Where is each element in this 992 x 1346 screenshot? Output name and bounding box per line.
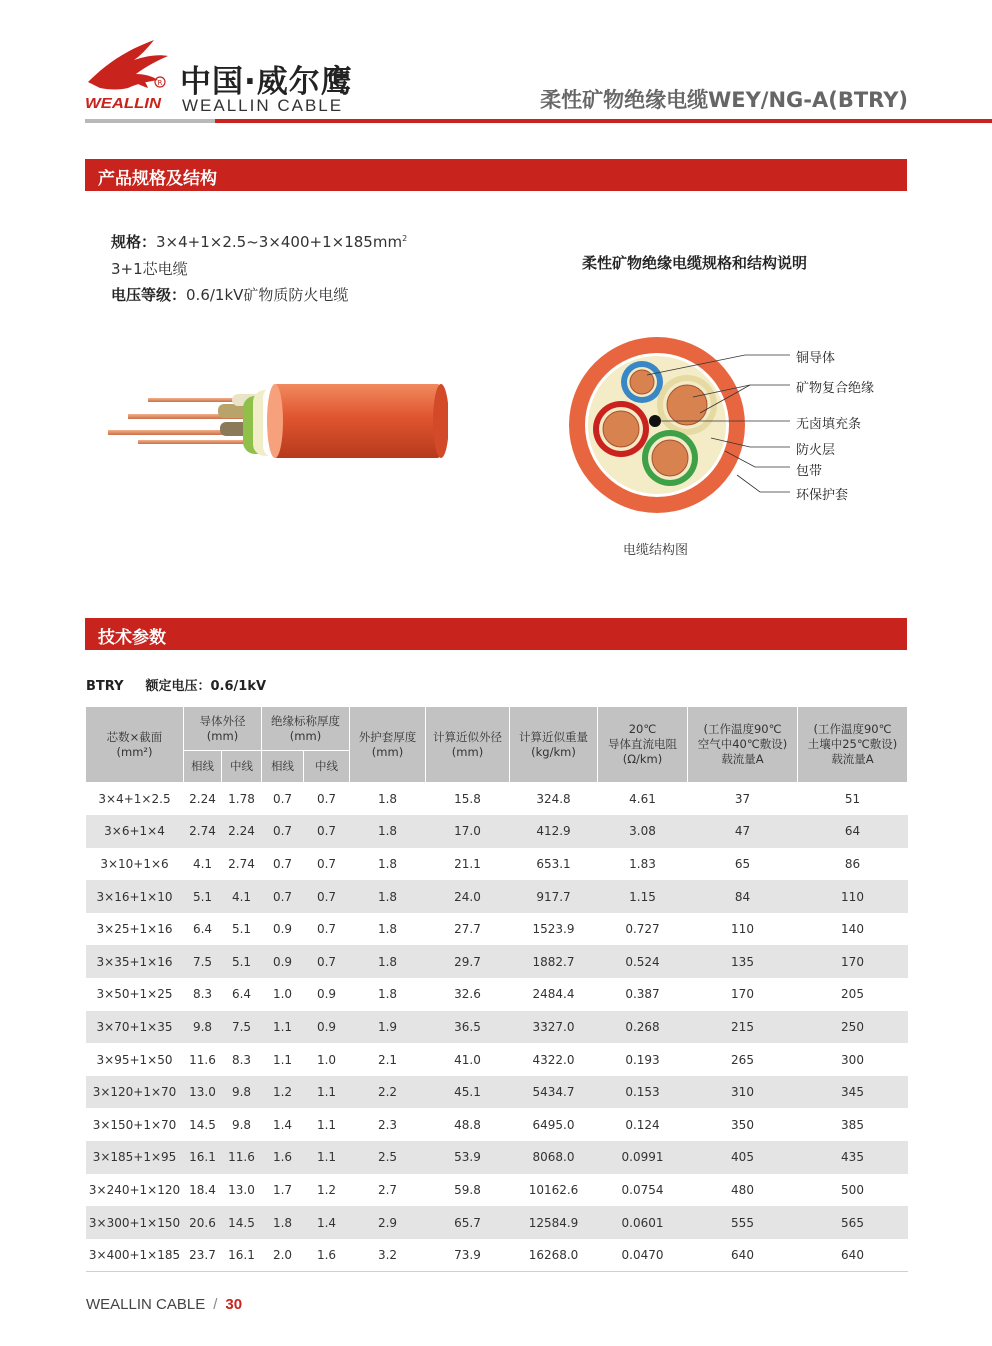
rated-voltage: 额定电压：0.6/1kV bbox=[145, 679, 267, 694]
footer-separator: / bbox=[213, 1296, 218, 1313]
table-cell: 5434.7 bbox=[510, 1076, 598, 1109]
spec-value: 3×4+1×2.5~3×400+1×185mm bbox=[156, 233, 403, 251]
section-heading-text: 产品规格及结构 bbox=[98, 169, 217, 189]
table-cell: 37 bbox=[734, 792, 751, 807]
header-conductor-diameter: 导体外径 (mm) bbox=[184, 707, 262, 751]
table-cell: 250 bbox=[798, 1011, 908, 1044]
table-cell: 17.0 bbox=[426, 815, 510, 848]
table-cell: 1.8 bbox=[262, 1206, 304, 1239]
table-cell: 0.7 bbox=[304, 945, 350, 978]
table-cell: 385 bbox=[841, 1117, 864, 1132]
table-cell: 4322.0 bbox=[532, 1052, 575, 1067]
table-cell: 215 bbox=[688, 1011, 798, 1044]
table-cell: 53.9 bbox=[426, 1141, 510, 1174]
table-cell: 24.0 bbox=[426, 880, 510, 913]
page-number: 30 bbox=[225, 1296, 243, 1313]
table-cell: 9.8 bbox=[231, 1117, 252, 1132]
section-heading-specs bbox=[85, 159, 907, 191]
table-cell: 1.8 bbox=[377, 922, 398, 937]
table-cell: 3×120+1×70 bbox=[86, 1076, 184, 1109]
header-neutral: 中线 bbox=[304, 751, 350, 783]
table-cell: 480 bbox=[731, 1182, 754, 1197]
table-cell: 5.1 bbox=[184, 880, 222, 913]
table-cell: 1.6 bbox=[304, 1239, 350, 1272]
table-cell: 16.1 bbox=[184, 1141, 222, 1174]
table-cell: 300 bbox=[841, 1052, 864, 1067]
page-title: 柔性矿物绝缘电缆WEY/NG-A(BTRY) bbox=[540, 88, 908, 112]
table-cell: 1.6 bbox=[262, 1141, 304, 1174]
table-cell: 0.124 bbox=[625, 1117, 660, 1132]
table-cell: 0.7 bbox=[272, 856, 293, 871]
header-dc-resistance: 20℃ 导体直流电阻 (Ω/km) bbox=[598, 707, 688, 783]
table-cell: 3×50+1×25 bbox=[96, 987, 173, 1002]
table-row bbox=[86, 978, 908, 1011]
table-cell: 1.8 bbox=[350, 880, 426, 913]
table-row bbox=[86, 1076, 908, 1109]
logo-mark-text: WEALLIN bbox=[85, 95, 163, 112]
table-cell: 640 bbox=[688, 1239, 798, 1272]
table-cell: 3×400+1×185 bbox=[86, 1239, 184, 1272]
table-cell: 21.1 bbox=[454, 856, 481, 871]
footer-brand: WEALLIN CABLE bbox=[86, 1296, 206, 1313]
table-cell: 1.7 bbox=[272, 1182, 293, 1197]
label-mineral-insulation: 矿物复合绝缘 bbox=[796, 381, 875, 396]
table-cell: 345 bbox=[798, 1076, 908, 1109]
label-wrapping-tape: 包带 bbox=[796, 464, 823, 479]
table-cell: 45.1 bbox=[426, 1076, 510, 1109]
header-phase: 相线 bbox=[184, 751, 222, 783]
svg-text:R: R bbox=[157, 79, 163, 87]
table-cell: 2.5 bbox=[350, 1141, 426, 1174]
table-cell: 7.5 bbox=[222, 1011, 262, 1044]
table-cell: 917.7 bbox=[510, 880, 598, 913]
table-row bbox=[86, 1108, 908, 1141]
table-row bbox=[86, 815, 908, 848]
table-cell: 20.6 bbox=[184, 1206, 222, 1239]
table-cell: 0.9 bbox=[316, 987, 337, 1002]
table-cell: 23.7 bbox=[184, 1239, 222, 1272]
label-eco-sheath: 环保护套 bbox=[796, 488, 849, 503]
table-cell: 3×35+1×16 bbox=[86, 945, 184, 978]
table-cell: 3327.0 bbox=[510, 1011, 598, 1044]
table-cell: 12584.9 bbox=[510, 1206, 598, 1239]
table-cell: 435 bbox=[798, 1141, 908, 1174]
table-cell: 405 bbox=[688, 1141, 798, 1174]
model-code: BTRY bbox=[86, 679, 124, 694]
table-cell: 1.8 bbox=[377, 792, 398, 807]
cable-side-illustration bbox=[108, 378, 448, 464]
table-cell: 1.4 bbox=[304, 1206, 350, 1239]
table-cell: 6.4 bbox=[231, 987, 252, 1002]
table-cell: 1.83 bbox=[629, 856, 656, 871]
table-cell: 65 bbox=[734, 856, 751, 871]
table-cell: 73.9 bbox=[426, 1239, 510, 1272]
label-fireproof-layer: 防火层 bbox=[796, 443, 836, 458]
table-cell: 1.1 bbox=[304, 1141, 350, 1174]
table-row bbox=[86, 848, 908, 881]
table-row bbox=[86, 783, 908, 816]
diagram-title: 柔性矿物绝缘电缆规格和结构说明 bbox=[582, 254, 808, 272]
table-cell: 13.0 bbox=[184, 1076, 222, 1109]
table-cell: 3.2 bbox=[350, 1239, 426, 1272]
table-cell: 3×185+1×95 bbox=[86, 1141, 184, 1174]
table-cell: 2.2 bbox=[350, 1076, 426, 1109]
header-ampacity-soil: (工作温度90℃ 土壤中25℃敷设) 载流量A bbox=[798, 707, 908, 783]
table-row bbox=[86, 913, 908, 946]
table-cell: 412.9 bbox=[510, 815, 598, 848]
label-halogen-free-filler: 无卤填充条 bbox=[796, 417, 862, 432]
table-cell: 6495.0 bbox=[532, 1117, 575, 1132]
header-divider-red bbox=[215, 119, 992, 123]
table-cell: 2.7 bbox=[377, 1182, 398, 1197]
table-cell: 0.153 bbox=[598, 1076, 688, 1109]
table-cell: 3×10+1×6 bbox=[100, 856, 169, 871]
table-cell: 0.0601 bbox=[598, 1206, 688, 1239]
header-neutral: 中线 bbox=[222, 751, 262, 783]
table-cell: 0.268 bbox=[598, 1011, 688, 1044]
table-cell: 1.4 bbox=[272, 1117, 293, 1132]
table-cell: 135 bbox=[688, 945, 798, 978]
table-cell: 9.8 bbox=[184, 1011, 222, 1044]
table-cell: 4.1 bbox=[222, 880, 262, 913]
wealin-wordmark bbox=[84, 92, 164, 112]
table-cell: 14.5 bbox=[189, 1117, 216, 1132]
header-phase: 相线 bbox=[262, 751, 304, 783]
table-cell: 555 bbox=[688, 1206, 798, 1239]
table-cell: 86 bbox=[844, 856, 861, 871]
table-cell: 1.2 bbox=[262, 1076, 304, 1109]
table-cell: 65.7 bbox=[426, 1206, 510, 1239]
table-cell: 16268.0 bbox=[510, 1239, 598, 1272]
table-cell: 14.5 bbox=[222, 1206, 262, 1239]
table-cell: 8068.0 bbox=[510, 1141, 598, 1174]
table-cell: 8.3 bbox=[192, 987, 213, 1002]
header-insulation-thickness: 绝缘标称厚度 (mm) bbox=[262, 707, 350, 751]
table-cell: 3×6+1×4 bbox=[86, 815, 184, 848]
table-cell: 0.0991 bbox=[598, 1141, 688, 1174]
table-cell: 64 bbox=[798, 815, 908, 848]
table-row bbox=[86, 1141, 908, 1174]
table-cell: 0.9 bbox=[304, 1011, 350, 1044]
table-cell: 0.0754 bbox=[621, 1182, 664, 1197]
table-cell: 51 bbox=[844, 792, 861, 807]
spec-label: 规格： bbox=[111, 233, 157, 251]
table-cell: 2.24 bbox=[222, 815, 262, 848]
table-row bbox=[86, 945, 908, 978]
table-cell: 18.4 bbox=[189, 1182, 216, 1197]
table-cell: 0.7 bbox=[304, 815, 350, 848]
voltage-label: 电压等级： bbox=[111, 286, 187, 304]
table-cell: 3×300+1×150 bbox=[86, 1206, 184, 1239]
label-copper-conductor: 铜导体 bbox=[796, 351, 836, 366]
table-cell: 2.74 bbox=[184, 815, 222, 848]
table-cell: 1.1 bbox=[272, 1052, 293, 1067]
table-cell: 4.61 bbox=[629, 792, 656, 807]
table-cell: 2484.4 bbox=[532, 987, 575, 1002]
table-cell: 2.24 bbox=[189, 792, 216, 807]
table-cell: 1.1 bbox=[316, 1117, 337, 1132]
table-cell: 3×150+1×70 bbox=[92, 1117, 177, 1132]
table-cell: 32.6 bbox=[454, 987, 481, 1002]
table-cell: 0.727 bbox=[625, 922, 660, 937]
table-cell: 640 bbox=[798, 1239, 908, 1272]
table-row bbox=[86, 1206, 908, 1239]
header-sheath-thickness: 外护套厚度 (mm) bbox=[350, 707, 426, 783]
header-core-section: 芯数×截面 (mm²) bbox=[86, 707, 184, 783]
table-cell: 1.8 bbox=[377, 856, 398, 871]
table-cell: 41.0 bbox=[454, 1052, 481, 1067]
technical-parameters-table bbox=[85, 706, 908, 1272]
table-cell: 3.08 bbox=[598, 815, 688, 848]
table-cell: 11.6 bbox=[222, 1141, 262, 1174]
table-cell: 1.2 bbox=[316, 1182, 337, 1197]
table-cell: 9.8 bbox=[222, 1076, 262, 1109]
spec-superscript: 2 bbox=[402, 234, 408, 243]
logo-chinese-name: 中国·威尔鹰 bbox=[180, 64, 353, 100]
table-cell: 2.0 bbox=[262, 1239, 304, 1272]
table-cell: 565 bbox=[798, 1206, 908, 1239]
brand-logo bbox=[84, 38, 374, 114]
voltage-value: 0.6/1kV矿物质防火电缆 bbox=[186, 286, 349, 304]
table-cell: 2.1 bbox=[377, 1052, 398, 1067]
table-body bbox=[86, 783, 908, 1272]
table-cell: 5.1 bbox=[231, 922, 252, 937]
table-cell: 0.193 bbox=[625, 1052, 660, 1067]
table-cell: 1.15 bbox=[598, 880, 688, 913]
table-cell: 0.7 bbox=[262, 815, 304, 848]
table-cell: 15.8 bbox=[454, 792, 481, 807]
table-cell: 0.7 bbox=[316, 922, 337, 937]
table-cell: 0.7 bbox=[304, 880, 350, 913]
table-cell: 3×240+1×120 bbox=[88, 1182, 181, 1197]
table-cell: 3×16+1×10 bbox=[86, 880, 184, 913]
table-cell: 0.387 bbox=[625, 987, 660, 1002]
table-cell: 1.1 bbox=[262, 1011, 304, 1044]
table-cell: 653.1 bbox=[536, 856, 571, 871]
table-cell: 59.8 bbox=[454, 1182, 481, 1197]
table-cell: 140 bbox=[841, 922, 864, 937]
table-cell: 1.8 bbox=[350, 815, 426, 848]
table-cell: 110 bbox=[731, 922, 754, 937]
header-outer-diameter: 计算近似外径 (mm) bbox=[426, 707, 510, 783]
table-cell: 48.8 bbox=[454, 1117, 481, 1132]
table-cell: 0.7 bbox=[316, 792, 337, 807]
table-cell: 10162.6 bbox=[528, 1182, 579, 1197]
table-cell: 7.5 bbox=[184, 945, 222, 978]
table-cell: 0.7 bbox=[262, 880, 304, 913]
table-cell: 500 bbox=[841, 1182, 864, 1197]
table-cell: 1.8 bbox=[350, 945, 426, 978]
table-cell: 29.7 bbox=[426, 945, 510, 978]
table-row bbox=[86, 880, 908, 913]
table-cell: 1.78 bbox=[228, 792, 255, 807]
table-row bbox=[86, 1174, 908, 1207]
table-cell: 324.8 bbox=[536, 792, 571, 807]
table-cell: 27.7 bbox=[454, 922, 481, 937]
table-cell: 0.7 bbox=[316, 856, 337, 871]
table-cell: 47 bbox=[688, 815, 798, 848]
header-weight: 计算近似重量 (kg/km) bbox=[510, 707, 598, 783]
diagram-caption: 电缆结构图 bbox=[623, 543, 689, 558]
table-cell: 1523.9 bbox=[532, 922, 575, 937]
section-heading-technical bbox=[85, 618, 907, 650]
table-cell: 3×25+1×16 bbox=[96, 922, 173, 937]
table-cell: 4.1 bbox=[192, 856, 213, 871]
table-cell: 36.5 bbox=[426, 1011, 510, 1044]
table-cell: 13.0 bbox=[228, 1182, 255, 1197]
table-cell: 2.9 bbox=[350, 1206, 426, 1239]
table-cell: 1.1 bbox=[304, 1076, 350, 1109]
table-cell: 1.9 bbox=[350, 1011, 426, 1044]
table-cell: 3×95+1×50 bbox=[96, 1052, 173, 1067]
table-cell: 0.9 bbox=[262, 945, 304, 978]
voltage-line bbox=[111, 284, 348, 305]
cores-line: 3+1芯电缆 bbox=[111, 260, 188, 278]
page-footer bbox=[86, 1296, 242, 1313]
table-cell: 0.9 bbox=[272, 922, 293, 937]
table-cell: 310 bbox=[688, 1076, 798, 1109]
table-cell: 1882.7 bbox=[510, 945, 598, 978]
header-divider-grey bbox=[85, 119, 215, 123]
table-cell: 170 bbox=[731, 987, 754, 1002]
table-cell: 3×4+1×2.5 bbox=[98, 792, 171, 807]
table-cell: 1.0 bbox=[316, 1052, 337, 1067]
table-cell: 0.524 bbox=[598, 945, 688, 978]
table-row bbox=[86, 1239, 908, 1272]
spec-line bbox=[111, 231, 407, 252]
table-cell: 6.4 bbox=[192, 922, 213, 937]
table-meta bbox=[86, 675, 266, 694]
table-cell: 5.1 bbox=[222, 945, 262, 978]
table-cell: 170 bbox=[798, 945, 908, 978]
table-cell: 3×70+1×35 bbox=[86, 1011, 184, 1044]
table-cell: 8.3 bbox=[231, 1052, 252, 1067]
table-cell: 84 bbox=[688, 880, 798, 913]
table-cell: 0.0470 bbox=[598, 1239, 688, 1272]
table-cell: 16.1 bbox=[222, 1239, 262, 1272]
table-cell: 350 bbox=[731, 1117, 754, 1132]
table-cell: 205 bbox=[841, 987, 864, 1002]
table-row bbox=[86, 1043, 908, 1076]
header-ampacity-air: (工作温度90℃ 空气中40℃敷设) 载流量A bbox=[688, 707, 798, 783]
table-cell: 2.74 bbox=[228, 856, 255, 871]
table-cell: 1.0 bbox=[272, 987, 293, 1002]
section-heading-text: 技术参数 bbox=[98, 628, 166, 648]
table-cell: 265 bbox=[731, 1052, 754, 1067]
table-cell: 2.3 bbox=[377, 1117, 398, 1132]
table-row bbox=[86, 1011, 908, 1044]
table-cell: 0.7 bbox=[272, 792, 293, 807]
logo-english-name: WEALLIN CABLE bbox=[182, 96, 344, 115]
table-cell: 110 bbox=[798, 880, 908, 913]
table-cell: 11.6 bbox=[189, 1052, 216, 1067]
table-cell: 1.8 bbox=[377, 987, 398, 1002]
